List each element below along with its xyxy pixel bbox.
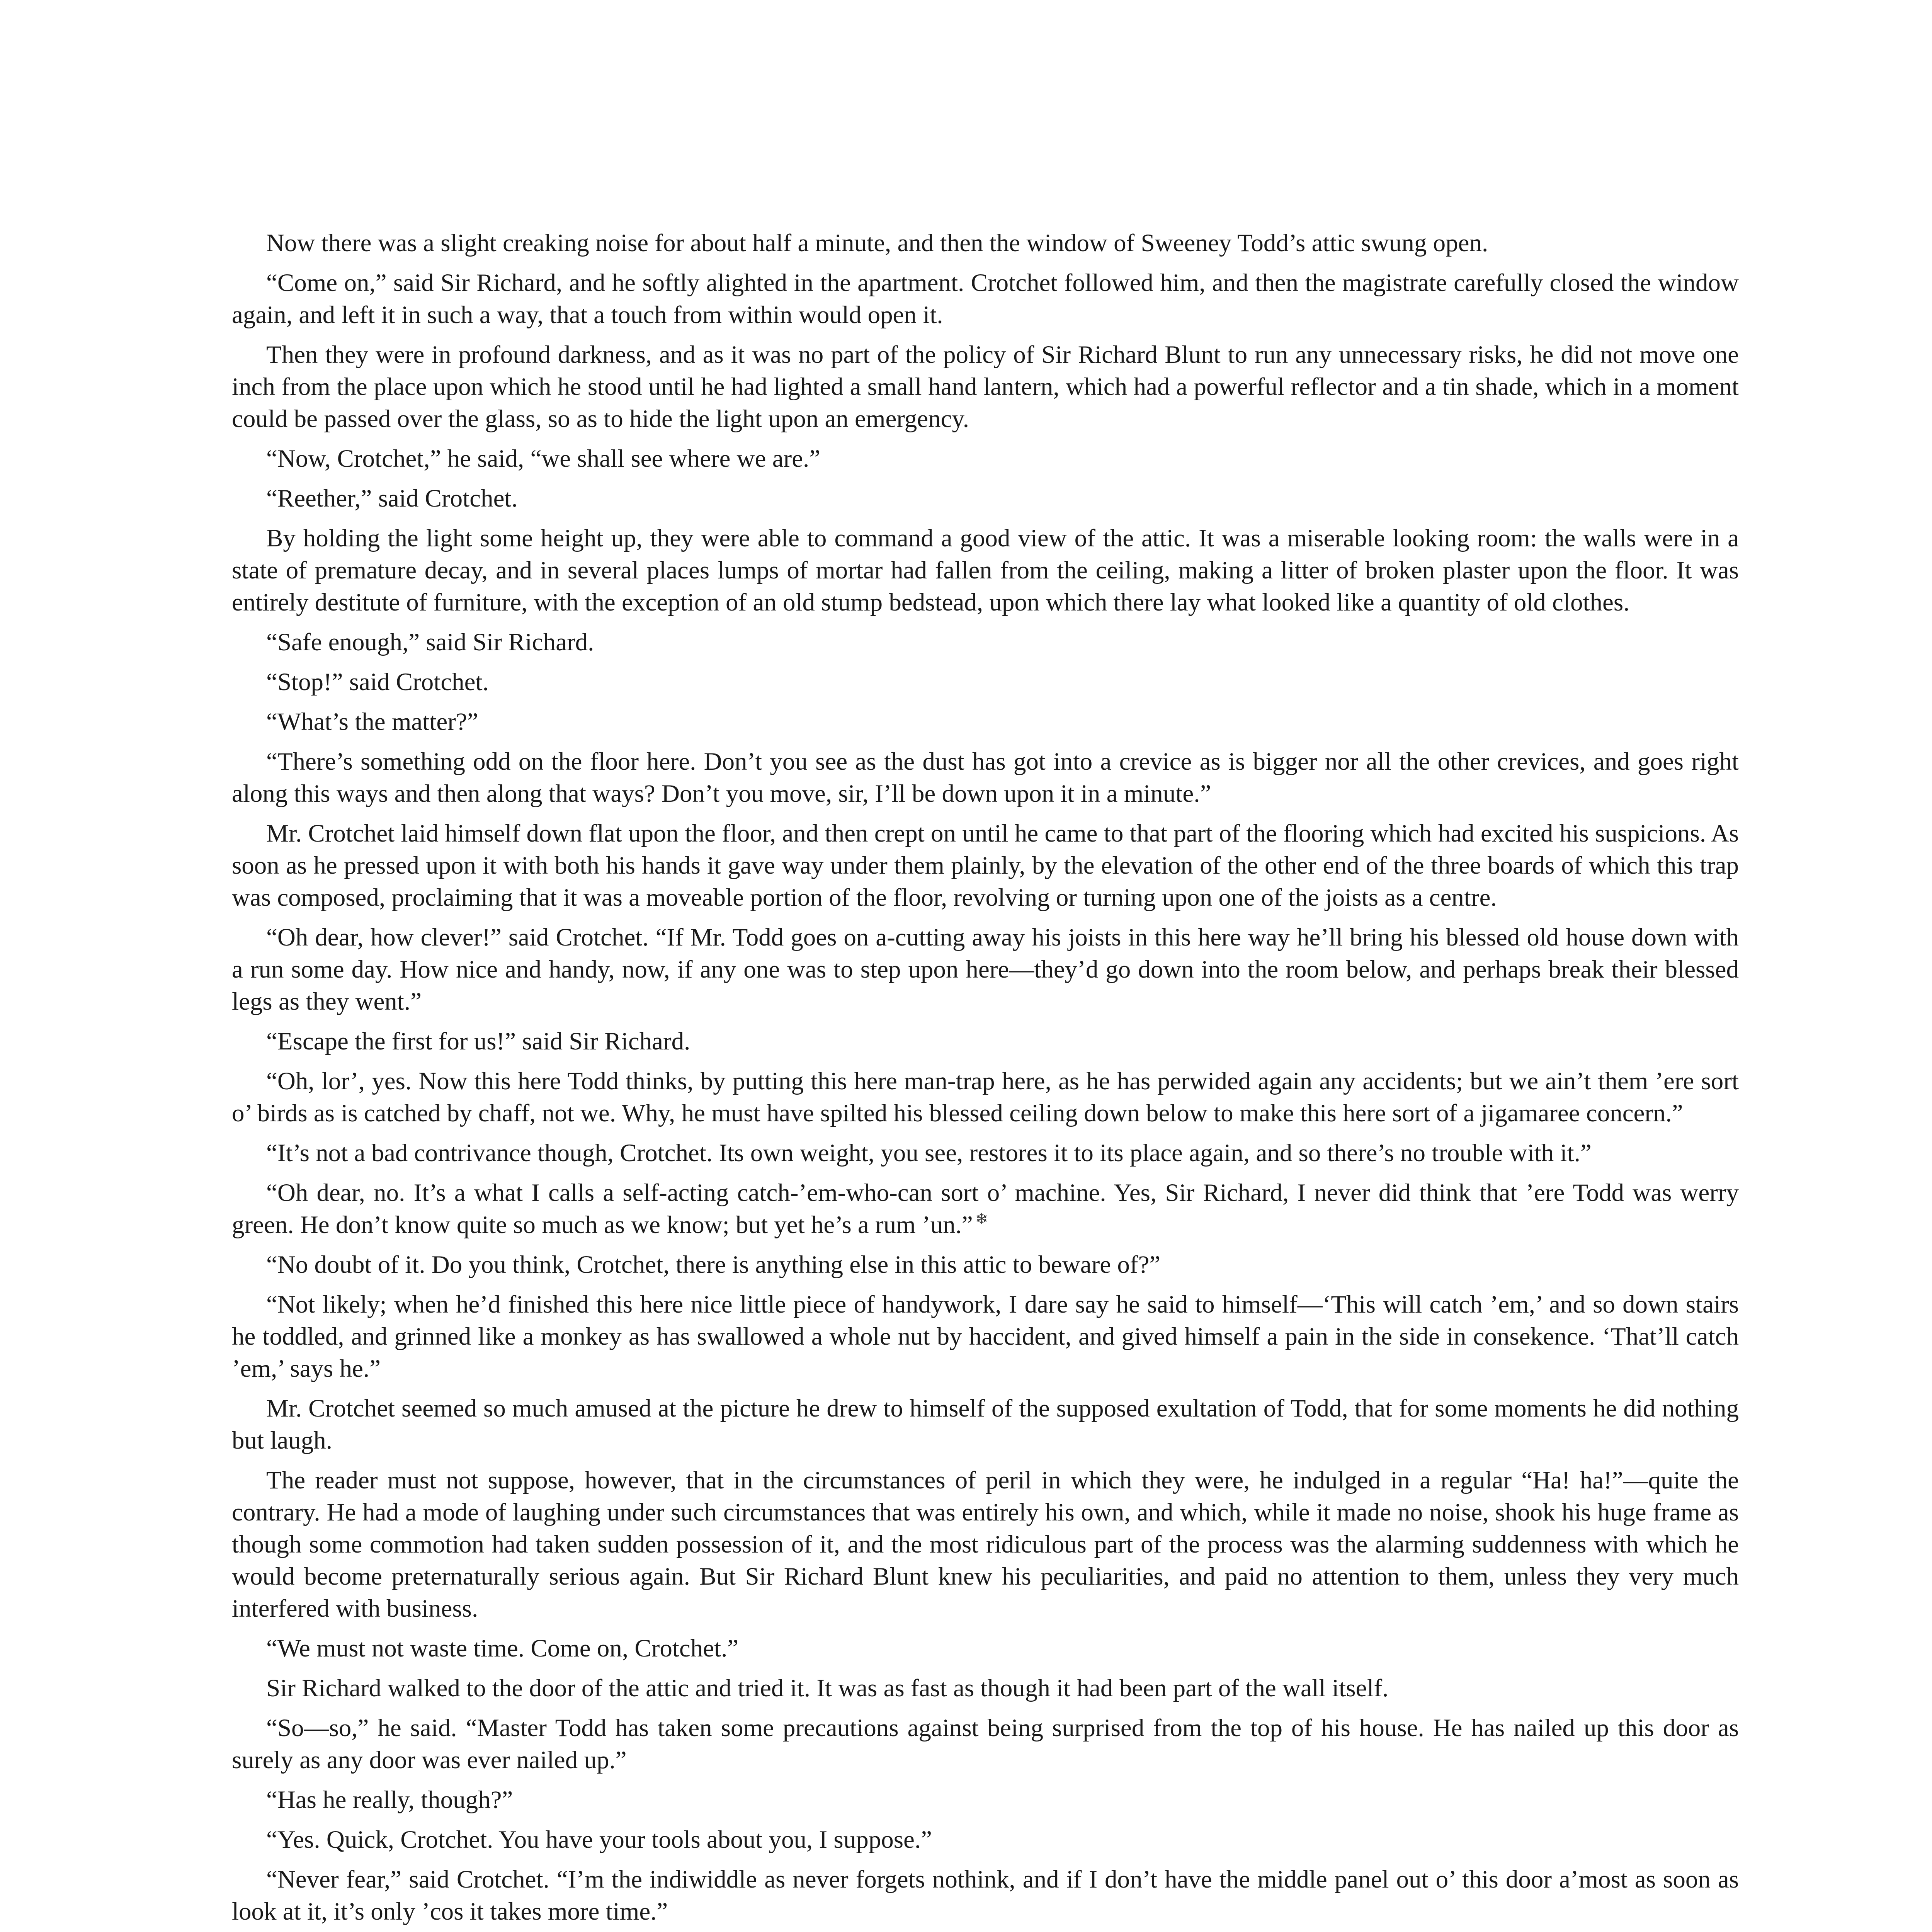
footnote-mark-icon: ❄ — [975, 1210, 988, 1228]
paragraph: Sir Richard walked to the door of the attic and tried it. It was as fast as though it had been part of the wall itself. — [266, 1674, 1389, 1702]
paragraph: “Not likely; when he’d finished this here nice little piece of handywork, I dare say he said to himself—‘This will catch ’em,’ and so down stairs he toddled, and grinned like a monkey as has swallowed a whole nut by haccident, and gived himself a pain in the side in consekence. ‘That’ll catch ’em,’ says he.” — [232, 1291, 1739, 1383]
paragraph: “Safe enough,” said Sir Richard. — [266, 628, 594, 656]
paragraph: “Has he really, though?” — [266, 1786, 513, 1814]
paragraph: “Escape the first for us!” said Sir Richard. — [266, 1027, 690, 1055]
paragraph: “We must not waste time. Come on, Crotchet.” — [266, 1634, 739, 1662]
paragraph: Now there was a slight creaking noise for about half a minute, and then the window of Sweeney Todd’s attic swung open. — [266, 229, 1488, 257]
paragraph-with-note — [232, 1177, 1739, 1241]
paragraph: “Now, Crotchet,” he said, “we shall see where we are.” — [266, 445, 821, 473]
paragraph-text: “Oh dear, no. It’s a what I calls a self-acting catch-’em-who-can sort o’ machine. Yes, Sir Richard, I never did think that ’ere Todd was werry green. He don’t know quite so much as we know; but yet he’s a rum ’un.” — [232, 1179, 1739, 1239]
paragraph: “Come on,” said Sir Richard, and he softly alighted in the apartment. Crotchet followed him, and then the magistrate carefully closed the window again, and left it in such a way, that a touch from within would open it. — [232, 269, 1739, 329]
paragraph: “Yes. Quick, Crotchet. You have your tools about you, I suppose.” — [266, 1826, 932, 1854]
paragraph: “It’s not a bad contrivance though, Crotchet. Its own weight, you see, restores it to its place again, and so there’s no trouble with it.” — [266, 1139, 1592, 1167]
paragraph: “Oh dear, how clever!” said Crotchet. “If Mr. Todd goes on a-cutting away his joists in this here way he’ll bring his blessed old house down with a run some day. How nice and handy, now, if any one was to step upon here—they’d go down into the room below, and perhaps break their blessed legs as they went.” — [232, 923, 1739, 1015]
paragraph: “So—so,” he said. “Master Todd has taken some precautions against being surprised from the top of his house. He has nailed up this door as surely as any door was ever nailed up.” — [232, 1714, 1739, 1774]
body-text — [232, 227, 1739, 1932]
paragraph: The reader must not suppose, however, that in the circumstances of peril in which they were, he indulged in a regular “Ha! ha!”—quite the contrary. He had a mode of laughing under such circumstances that was entirely his own, and which, while it made no noise, shook his huge frame as though some commotion had taken sudden possession of it, and the most ridiculous part of the process was the alarming suddenness with which he would become preternaturally serious again. But Sir Richard Blunt knew his peculiarities, and paid no attention to them, unless they very much interfered with business. — [232, 1466, 1739, 1622]
paragraph: Mr. Crotchet laid himself down flat upon the floor, and then crept on until he came to that part of the flooring which had excited his suspicions. As soon as he pressed upon it with both his hands it gave way under them plainly, by the elevation of the other end of the three boards of which this trap was composed, proclaiming that it was a moveable portion of the floor, revolving or turning upon one of the joists as a centre. — [232, 820, 1739, 912]
paragraph: By holding the light some height up, they were able to command a good view of the attic. It was a miserable looking room: the walls were in a state of premature decay, and in several places lumps of mortar had fallen from the ceiling, making a litter of broken plaster upon the floor. It was entirely destitute of furniture, with the exception of an old stump bedstead, upon which there lay what looked like a quantity of old clothes. — [232, 524, 1739, 616]
paragraph: “Oh, lor’, yes. Now this here Todd thinks, by putting this here man-trap here, as he has perwided again any accidents; but we ain’t them ’ere sort o’ birds as is catched by chaff, not we. Why, he must have spilted his blessed ceiling down below to make this here sort of a jigamaree concern.” — [232, 1067, 1739, 1127]
paragraph: Mr. Crotchet seemed so much amused at the picture he drew to himself of the supposed exultation of Todd, that for some moments he did nothing but laugh. — [232, 1395, 1739, 1454]
paragraph: “Never fear,” said Crotchet. “I’m the indiwiddle as never forgets nothink, and if I don’t have the middle panel out o’ this door a’most as soon as look at it, it’s only ’cos it takes more time.” — [232, 1866, 1739, 1925]
paragraph: “Reether,” said Crotchet. — [266, 485, 518, 512]
paragraph: “What’s the matter?” — [266, 708, 478, 736]
paragraph: “There’s something odd on the floor here. Don’t you see as the dust has got into a crevice as is bigger nor all the other crevices, and goes right along this ways and then along that ways? Don’t you move, sir, I’ll be down upon it in a minute.” — [232, 748, 1739, 808]
paragraph: “No doubt of it. Do you think, Crotchet, there is anything else in this attic to beware of?” — [266, 1251, 1161, 1279]
paragraph: Then they were in profound darkness, and as it was no part of the policy of Sir Richard Blunt to run any unnecessary risks, he did not move one inch from the place upon which he stood until he had lighted a small hand lantern, which had a powerful reflector and a tin shade, which in a moment could be passed over the glass, so as to hide the light upon an emergency. — [232, 341, 1739, 433]
paragraph: “Stop!” said Crotchet. — [266, 668, 489, 696]
